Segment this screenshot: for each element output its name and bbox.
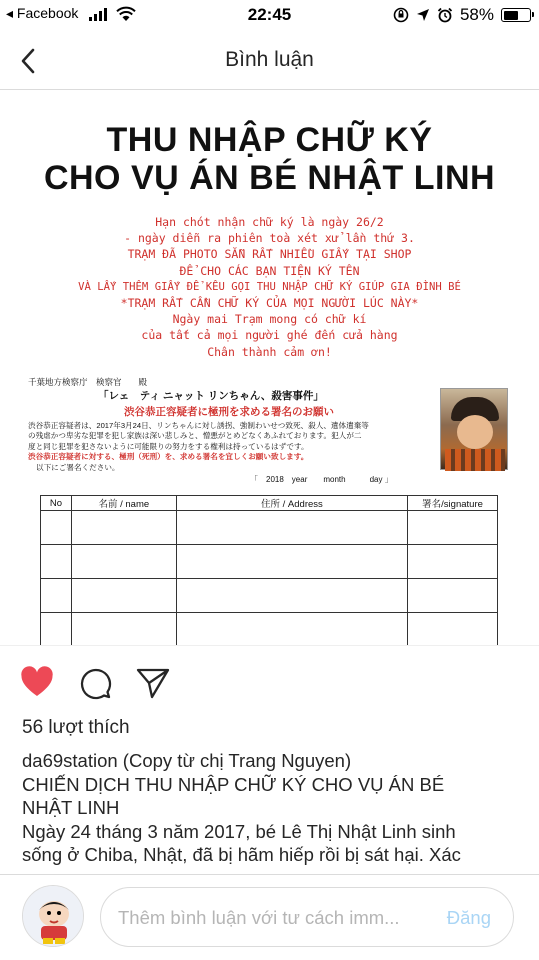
navigation-bar bbox=[0, 32, 539, 90]
status-right bbox=[393, 5, 531, 25]
comment-input[interactable] bbox=[100, 887, 514, 947]
jp-request: 渋谷恭正容疑者に対する、極刑（死刑）を、求める署名を宜しくお願い致します。 bbox=[28, 452, 309, 462]
post-comment-button[interactable]: Đăng bbox=[446, 907, 491, 928]
comment-placeholder: Thêm bình luận với tư cách imm... bbox=[118, 907, 400, 928]
location-arrow-icon bbox=[416, 8, 430, 22]
battery-icon bbox=[501, 8, 531, 22]
table-cell bbox=[408, 579, 498, 613]
table-cell bbox=[408, 545, 498, 579]
red-notice-line: - ngày diễn ra phiên toà xét xử lần thứ 3. bbox=[124, 231, 415, 246]
caption-line: sống ở Chiba, Nhật, đã bị hãm hiếp rồi bị sát hại. Xác bbox=[22, 844, 461, 865]
jp-body-line: 度と同じ犯罪を犯さないように可能限りの努力をする権利は持っているはずです。 bbox=[28, 441, 309, 451]
post-image[interactable] bbox=[0, 95, 539, 646]
table-cell bbox=[176, 511, 407, 545]
table-cell bbox=[71, 545, 176, 579]
table-cell bbox=[41, 579, 72, 613]
clock: 22:45 bbox=[247, 5, 292, 24]
alarm-clock-icon bbox=[437, 7, 453, 23]
table-cell bbox=[176, 613, 407, 647]
document-title-line-1: THU NHẬP CHỮ KÝ bbox=[106, 121, 433, 159]
red-notice-line: *TRẠM RẤT CẦN CHỮ KÝ CỦA MỌI NGƯỜI LÚC NÀY* bbox=[120, 296, 419, 311]
heart-filled-icon[interactable] bbox=[20, 666, 54, 700]
orientation-lock-icon bbox=[393, 7, 409, 23]
table-row bbox=[41, 545, 498, 579]
jp-addressee: 千葉地方検察庁 検察官 殿 bbox=[28, 377, 148, 387]
post-caption bbox=[22, 749, 522, 873]
document-red-notice bbox=[0, 214, 539, 360]
jp-footer: 以下にご署名ください。 bbox=[36, 462, 120, 472]
red-notice-line: của tất cả mọi người ghé đến cửa hàng bbox=[141, 328, 398, 343]
caption-line: Ngày 24 tháng 3 năm 2017, bé Lê Thị Nhật Linh sinh bbox=[22, 820, 456, 842]
column-header-signature: 署名/signature bbox=[408, 496, 498, 511]
column-header-name: 名前 / name bbox=[71, 496, 176, 511]
red-notice-line: Chân thành cảm ơn! bbox=[207, 344, 332, 359]
table-cell bbox=[41, 613, 72, 647]
table-cell bbox=[71, 579, 176, 613]
table-cell bbox=[71, 613, 176, 647]
table-cell bbox=[408, 511, 498, 545]
table-row bbox=[41, 579, 498, 613]
red-notice-line: Ngày mai Trạm mong có chữ kí bbox=[172, 312, 367, 327]
battery-percent: 58% bbox=[459, 5, 494, 24]
comment-bubble-icon[interactable] bbox=[78, 666, 112, 700]
post-action-bar bbox=[0, 660, 539, 704]
page-title: Bình luận bbox=[225, 48, 314, 71]
jp-body-line: の残虐かつ卑劣な犯罪を犯し家族は深い悲しみと、憎悪がとめどなくあふれております。犯人が二 bbox=[28, 431, 362, 441]
table-cell bbox=[41, 545, 72, 579]
jp-body bbox=[28, 421, 428, 473]
table-cell bbox=[176, 579, 407, 613]
like-count[interactable]: 56 lượt thích bbox=[22, 717, 130, 738]
table-header-row bbox=[41, 496, 498, 511]
red-notice-line: TRẠM ĐÃ PHOTO SẴN RẤT NHIỀU GIẤY TẠI SHOP bbox=[127, 247, 412, 262]
status-bar bbox=[0, 0, 539, 32]
table-cell bbox=[408, 613, 498, 647]
comment-bar bbox=[0, 874, 539, 960]
date-line: 「 2018 year month day 」 bbox=[250, 475, 393, 484]
jp-body-line: 渋谷恭正容疑者は、2017年3月24日、リンちゃんに対し誘拐、強制わいせつ致死、殺人、遺体遺棄等 bbox=[28, 421, 369, 430]
red-notice-line: ĐỂ CHO CÁC BẠN TIỆN KÝ TÊN bbox=[179, 263, 360, 278]
document-title-line-2: CHO VỤ ÁN BÉ NHẬT LINH bbox=[43, 159, 496, 197]
caption-line: CHIẾN DỊCH THU NHẬP CHỮ KÝ CHO VỤ ÁN BÉ bbox=[22, 773, 445, 795]
caption-line bbox=[22, 749, 522, 773]
table-row bbox=[41, 511, 498, 545]
cartoon-avatar-icon bbox=[23, 886, 84, 947]
avatar[interactable] bbox=[22, 885, 84, 947]
red-notice-line: Hạn chót nhận chữ ký là ngày 26/2 bbox=[155, 215, 384, 229]
column-header-address: 住所 / Address bbox=[176, 496, 407, 511]
caption-username[interactable]: da69station bbox=[22, 750, 118, 771]
red-notice-line: VÀ LẤY THÊM GIẤY ĐỂ KÊU GỌI THU NHẬP CHỮ KÝ GIÚP GIA ĐÌNH BÉ bbox=[78, 280, 461, 293]
caption-text: (Copy từ chị Trang Nguyen) bbox=[117, 750, 352, 771]
jp-petition-title: 渋谷恭正容疑者に極刑を求める署名のお願い bbox=[124, 406, 334, 418]
back-to-app-link[interactable]: ◂ Facebook bbox=[6, 5, 79, 21]
table-cell bbox=[71, 511, 176, 545]
table-row bbox=[41, 613, 498, 647]
caption-line: NHẬT LINH bbox=[22, 797, 120, 818]
column-header-no: No bbox=[41, 496, 72, 511]
paper-plane-icon[interactable] bbox=[136, 666, 170, 700]
table-cell bbox=[41, 511, 72, 545]
child-photo bbox=[440, 388, 508, 470]
table-cell bbox=[176, 545, 407, 579]
signature-table bbox=[40, 495, 498, 646]
jp-case-title: 「レェ ティ ニャット リンちゃん、殺害事件」 bbox=[98, 390, 324, 402]
